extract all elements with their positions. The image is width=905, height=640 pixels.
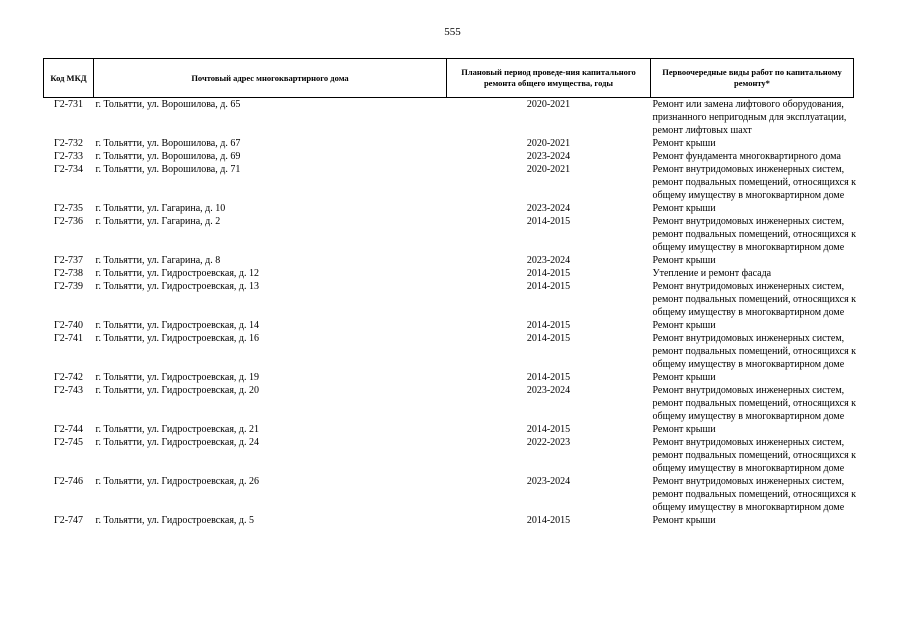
- row-work: [651, 384, 857, 423]
- row-work: [651, 436, 857, 475]
- table-header-row: [44, 59, 854, 98]
- row-address: г. Тольятти, ул. Ворошилова, д. 65: [95, 99, 241, 110]
- row-work-line: Ремонт крыши: [652, 203, 716, 214]
- row-work: [651, 163, 857, 202]
- row-work-line: Ремонт крыши: [652, 320, 716, 331]
- row-work: [651, 332, 857, 371]
- row-work: [651, 254, 854, 267]
- row-code: Г2-740: [53, 320, 84, 331]
- row-work-line: Ремонт крыши: [652, 372, 716, 383]
- header-address: Почтовый адрес многоквартирного дома: [94, 59, 447, 98]
- row-period: 2023-2024: [526, 203, 571, 214]
- table-body: [44, 98, 857, 530]
- table-row: [44, 150, 854, 163]
- row-work-line: общему имуществу в многоквартирном доме: [652, 411, 845, 422]
- row-period: 2023-2024: [526, 151, 571, 162]
- repair-plan-table: [43, 58, 857, 529]
- row-work-line: общему имуществу в многоквартирном доме: [652, 190, 845, 201]
- row-work-line: ремонт подвальных помещений, относящихся к: [652, 398, 857, 409]
- row-address: г. Тольятти, ул. Ворошилова, д. 71: [95, 164, 241, 175]
- row-code: Г2-745: [53, 437, 84, 448]
- table-row: [44, 319, 854, 332]
- row-code: Г2-743: [53, 385, 84, 396]
- table-row: [44, 475, 854, 514]
- row-work-line: признанного непригодным для эксплуатации,: [652, 112, 847, 123]
- row-work-line: Ремонт внутридомовых инженерных систем,: [652, 216, 845, 227]
- table-row: [44, 371, 854, 384]
- row-work-line: Ремонт крыши: [652, 515, 716, 526]
- header-period: Плановый период проведе-ния капитального ремонта общего имущества, годы: [447, 59, 651, 98]
- page-number: 555: [444, 26, 461, 38]
- row-code: Г2-735: [53, 203, 84, 214]
- row-period: 2020-2021: [526, 99, 571, 110]
- row-work-line: Утепление и ремонт фасада: [652, 268, 772, 279]
- row-address: г. Тольятти, ул. Гидростроевская, д. 14: [95, 320, 260, 331]
- table-row: [44, 514, 854, 529]
- row-work-line: Ремонт крыши: [652, 255, 716, 266]
- row-address: г. Тольятти, ул. Гидростроевская, д. 5: [95, 515, 255, 526]
- row-work-line: Ремонт фундамента многоквартирного дома: [652, 151, 841, 162]
- table-row: [44, 423, 854, 436]
- row-code: Г2-747: [53, 515, 84, 526]
- row-work: [651, 371, 854, 384]
- row-work-line: Ремонт внутридомовых инженерных систем,: [652, 281, 845, 292]
- row-address: г. Тольятти, ул. Гидростроевская, д. 21: [95, 424, 260, 435]
- row-work-line: ремонт подвальных помещений, относящихся к: [652, 450, 857, 461]
- header-work: Первоочередные виды работ по капитальному ремонту*: [651, 59, 854, 98]
- row-address: г. Тольятти, ул. Гагарина, д. 10: [95, 203, 226, 214]
- table-row: [44, 384, 854, 423]
- row-work: [651, 267, 854, 280]
- table-row: [44, 436, 854, 475]
- table-row: [44, 332, 854, 371]
- row-code: Г2-744: [53, 424, 84, 435]
- row-period: 2014-2015: [526, 268, 571, 279]
- row-period: 2020-2021: [526, 164, 571, 175]
- row-work: [651, 202, 854, 215]
- row-work-line: общему имуществу в многоквартирном доме: [652, 502, 845, 513]
- row-work: [651, 98, 854, 138]
- row-period: 2022-2023: [526, 437, 571, 448]
- row-period: 2014-2015: [526, 424, 571, 435]
- row-address: г. Тольятти, ул. Гагарина, д. 2: [95, 216, 221, 227]
- row-work-line: общему имуществу в многоквартирном доме: [652, 307, 845, 318]
- table-row: [44, 163, 854, 202]
- row-work-line: общему имуществу в многоквартирном доме: [652, 359, 845, 370]
- table-row: [44, 267, 854, 280]
- row-code: Г2-739: [53, 281, 84, 292]
- row-period: 2014-2015: [526, 333, 571, 344]
- row-work-line: общему имуществу в многоквартирном доме: [652, 463, 845, 474]
- table-row: [44, 280, 854, 319]
- row-work-line: Ремонт внутридомовых инженерных систем,: [652, 164, 845, 175]
- row-work: [651, 215, 857, 254]
- row-period: 2020-2021: [526, 138, 571, 149]
- row-period: 2014-2015: [526, 372, 571, 383]
- row-work-line: ремонт подвальных помещений, относящихся к: [652, 294, 857, 305]
- row-work-line: ремонт подвальных помещений, относящихся к: [652, 229, 857, 240]
- row-code: Г2-734: [53, 164, 84, 175]
- table-row: [44, 202, 854, 215]
- row-work-line: ремонт подвальных помещений, относящихся к: [652, 346, 857, 357]
- row-address: г. Тольятти, ул. Ворошилова, д. 69: [95, 151, 241, 162]
- table-row: [44, 137, 854, 150]
- header-code: Код МКД: [44, 59, 94, 98]
- row-address: г. Тольятти, ул. Ворошилова, д. 67: [95, 138, 241, 149]
- row-period: 2014-2015: [526, 515, 571, 526]
- row-code: Г2-741: [53, 333, 84, 344]
- row-work: [651, 137, 854, 150]
- table-row: [44, 215, 854, 254]
- row-address: г. Тольятти, ул. Гидростроевская, д. 20: [95, 385, 260, 396]
- row-code: Г2-738: [53, 268, 84, 279]
- row-code: Г2-737: [53, 255, 84, 266]
- row-address: г. Тольятти, ул. Гидростроевская, д. 13: [95, 281, 260, 292]
- row-work: [651, 150, 854, 163]
- row-address: г. Тольятти, ул. Гидростроевская, д. 16: [95, 333, 260, 344]
- row-code: Г2-736: [53, 216, 84, 227]
- row-address: г. Тольятти, ул. Гидростроевская, д. 26: [95, 476, 260, 487]
- row-work: [651, 280, 857, 319]
- row-work-line: Ремонт или замена лифтового оборудования,: [652, 99, 844, 110]
- row-work-line: ремонт подвальных помещений, относящихся к: [652, 489, 857, 500]
- row-work-line: Ремонт внутридомовых инженерных систем,: [652, 476, 845, 487]
- row-work: [651, 423, 854, 436]
- row-work-line: общему имуществу в многоквартирном доме: [652, 242, 845, 253]
- row-period: 2023-2024: [526, 385, 571, 396]
- table-row: [44, 98, 854, 138]
- row-work-line: Ремонт внутридомовых инженерных систем,: [652, 437, 845, 448]
- table-row: [44, 254, 854, 267]
- row-work-line: Ремонт крыши: [652, 138, 716, 149]
- row-period: 2023-2024: [526, 255, 571, 266]
- row-work-line: Ремонт внутридомовых инженерных систем,: [652, 333, 845, 344]
- row-period: 2014-2015: [526, 320, 571, 331]
- row-period: 2014-2015: [526, 216, 571, 227]
- row-work: [651, 319, 854, 332]
- row-period: 2023-2024: [526, 476, 571, 487]
- row-address: г. Тольятти, ул. Гидростроевская, д. 24: [95, 437, 260, 448]
- row-address: г. Тольятти, ул. Гагарина, д. 8: [95, 255, 221, 266]
- row-code: Г2-732: [53, 138, 84, 149]
- row-code: Г2-731: [53, 99, 84, 110]
- row-work-line: Ремонт крыши: [652, 424, 716, 435]
- row-code: Г2-746: [53, 476, 84, 487]
- row-code: Г2-733: [53, 151, 84, 162]
- row-address: г. Тольятти, ул. Гидростроевская, д. 19: [95, 372, 260, 383]
- row-work-line: ремонт лифтовых шахт: [652, 125, 752, 136]
- row-work: [651, 514, 854, 529]
- row-work-line: ремонт подвальных помещений, относящихся к: [652, 177, 857, 188]
- row-code: Г2-742: [53, 372, 84, 383]
- row-address: г. Тольятти, ул. Гидростроевская, д. 12: [95, 268, 260, 279]
- row-period: 2014-2015: [526, 281, 571, 292]
- row-work-line: Ремонт внутридомовых инженерных систем,: [652, 385, 845, 396]
- row-work: [651, 475, 857, 514]
